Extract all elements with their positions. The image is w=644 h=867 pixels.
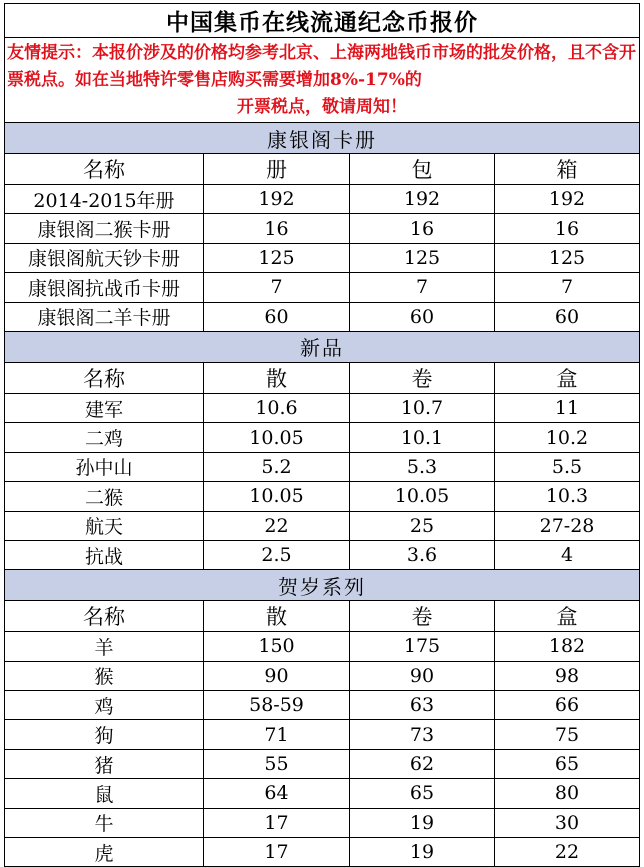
section-title: 康银阁卡册 [5,123,640,154]
section-title: 贺岁系列 [5,570,640,601]
item-name-cell: 抗战 [5,540,204,569]
table-row [5,749,640,778]
table-row [5,661,640,690]
price-cell: 65 [495,749,640,778]
price-cell: 125 [495,243,640,272]
table-row [5,540,640,569]
price-table [4,3,640,867]
table-row [5,273,640,302]
item-name-cell: 鸡 [5,691,204,720]
notice-line-2: 开票税点，敬请周知！ [237,96,407,117]
item-name-cell: 2014-2015年册 [5,185,204,214]
price-cell: 73 [350,720,495,749]
item-name-cell: 二猴 [5,482,204,511]
table-row [5,302,640,331]
price-cell: 5.2 [204,452,350,481]
price-cell: 4 [495,540,640,569]
table-row [5,393,640,422]
item-name-cell: 虎 [5,838,204,867]
price-cell: 2.5 [204,540,350,569]
price-cell: 192 [495,185,640,214]
table-row [5,779,640,808]
page-title: 中国集币在线流通纪念币报价 [5,4,640,38]
price-cell: 90 [350,661,495,690]
price-cell: 10.3 [495,482,640,511]
table-row [5,511,640,540]
price-cell: 25 [350,511,495,540]
section-header-new-issues [5,331,640,362]
table-row [5,185,640,214]
column-header: 散 [204,601,350,632]
price-cell: 5.5 [495,452,640,481]
price-cell: 125 [204,243,350,272]
item-name-cell: 康银阁抗战币卡册 [5,273,204,302]
price-cell: 16 [495,214,640,243]
price-cell: 10.05 [204,423,350,452]
column-header: 册 [204,154,350,185]
price-cell: 125 [350,243,495,272]
price-cell: 65 [350,779,495,808]
price-cell: 90 [204,661,350,690]
item-name-cell: 康银阁二猴卡册 [5,214,204,243]
price-cell: 71 [204,720,350,749]
column-header-row [5,362,640,393]
section-header-zodiac-series [5,570,640,601]
price-cell: 7 [495,273,640,302]
column-header-row [5,601,640,632]
price-cell: 98 [495,661,640,690]
price-cell: 60 [204,302,350,331]
column-header: 名称 [5,601,204,632]
column-header: 包 [350,154,495,185]
price-cell: 10.05 [350,482,495,511]
price-cell: 16 [204,214,350,243]
item-name-cell: 猪 [5,749,204,778]
column-header: 名称 [5,154,204,185]
price-cell: 182 [495,632,640,661]
price-cell: 27-28 [495,511,640,540]
price-cell: 5.3 [350,452,495,481]
notice-text [5,38,640,123]
price-cell: 10.1 [350,423,495,452]
column-header: 散 [204,362,350,393]
item-name-cell: 牛 [5,808,204,837]
table-row [5,482,640,511]
item-name-cell: 猴 [5,661,204,690]
item-name-cell: 孙中山 [5,452,204,481]
price-cell: 60 [495,302,640,331]
item-name-cell: 航天 [5,511,204,540]
item-name-cell: 鼠 [5,779,204,808]
price-cell: 63 [350,691,495,720]
column-header: 盒 [495,362,640,393]
table-row [5,632,640,661]
price-cell: 16 [350,214,495,243]
price-cell: 22 [204,511,350,540]
price-cell: 22 [495,838,640,867]
column-header: 卷 [350,601,495,632]
price-table-body [5,4,640,867]
price-cell: 150 [204,632,350,661]
price-cell: 17 [204,838,350,867]
notice-line-1: 友情提示：本报价涉及的价格均参考北京、上海两地钱币市场的批发价格，且不含开票税点。如在当地特许零售店购买需要增加8%-17%的 [7,42,636,90]
section-title: 新品 [5,331,640,362]
price-cell: 10.2 [495,423,640,452]
price-cell: 62 [350,749,495,778]
price-cell: 7 [350,273,495,302]
price-cell: 80 [495,779,640,808]
price-cell: 10.7 [350,393,495,422]
price-cell: 192 [204,185,350,214]
price-cell: 17 [204,808,350,837]
column-header: 名称 [5,362,204,393]
item-name-cell: 康银阁二羊卡册 [5,302,204,331]
table-row [5,808,640,837]
price-cell: 64 [204,779,350,808]
section-header-kangyinge-albums [5,123,640,154]
column-header: 盒 [495,601,640,632]
table-row [5,691,640,720]
item-name-cell: 狗 [5,720,204,749]
price-cell: 7 [204,273,350,302]
price-cell: 10.05 [204,482,350,511]
notice-row [5,38,640,123]
item-name-cell: 康银阁航天钞卡册 [5,243,204,272]
table-row [5,243,640,272]
item-name-cell: 羊 [5,632,204,661]
price-cell: 19 [350,838,495,867]
price-cell: 55 [204,749,350,778]
table-row [5,214,640,243]
price-cell: 58-59 [204,691,350,720]
price-cell: 192 [350,185,495,214]
table-row [5,838,640,867]
price-cell: 30 [495,808,640,837]
column-header: 卷 [350,362,495,393]
price-cell: 11 [495,393,640,422]
price-cell: 75 [495,720,640,749]
price-cell: 19 [350,808,495,837]
price-cell: 3.6 [350,540,495,569]
column-header-row [5,154,640,185]
table-row [5,720,640,749]
price-cell: 10.6 [204,393,350,422]
table-row [5,452,640,481]
table-row [5,423,640,452]
item-name-cell: 建军 [5,393,204,422]
price-cell: 66 [495,691,640,720]
item-name-cell: 二鸡 [5,423,204,452]
column-header: 箱 [495,154,640,185]
price-cell: 60 [350,302,495,331]
price-cell: 175 [350,632,495,661]
title-row [5,4,640,38]
